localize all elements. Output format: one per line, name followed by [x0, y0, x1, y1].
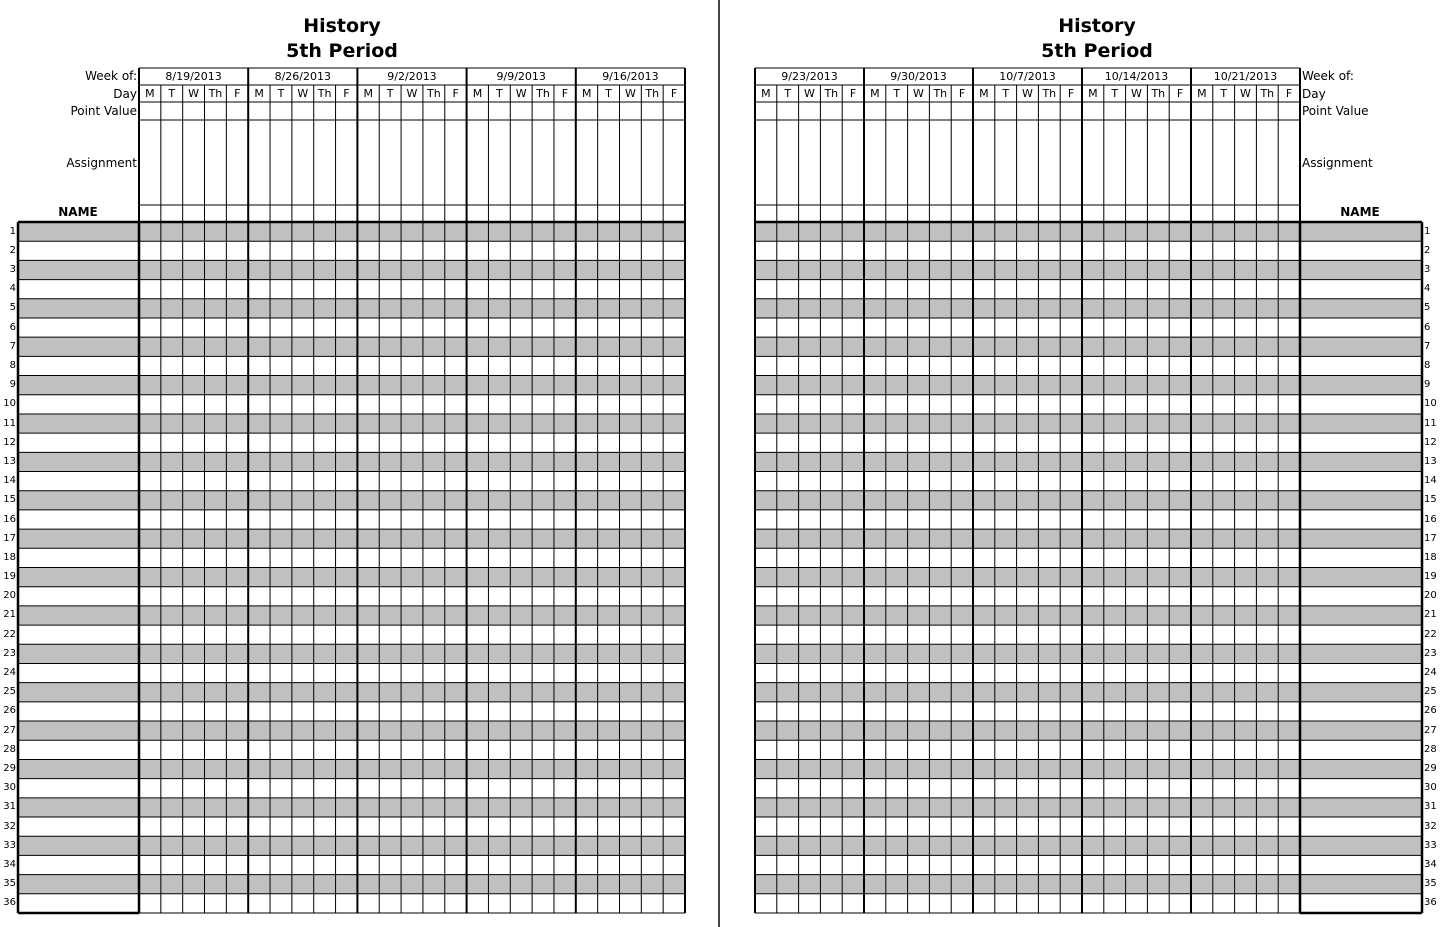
right-row-shade-33: [755, 836, 1422, 855]
left-day-letter: T: [605, 87, 612, 100]
right-row-number: 3: [1424, 263, 1431, 275]
left-row-number: 24: [3, 667, 16, 679]
right-row-shade-7: [755, 337, 1422, 356]
left-row-number: 17: [3, 532, 16, 544]
right-row-number: 1: [1424, 225, 1431, 237]
left-row-number: 19: [3, 571, 16, 583]
left-title-subject: History: [303, 15, 381, 37]
left-row-number: 28: [3, 743, 16, 755]
left-day-letter: M: [472, 87, 483, 100]
left-row-number: 23: [3, 647, 16, 659]
right-row-number: 9: [1424, 379, 1431, 391]
right-title-subject: History: [1058, 15, 1136, 37]
left-title-period: 5th Period: [286, 40, 398, 62]
left-week-date: 8/26/2013: [274, 70, 331, 83]
left-row-number: 26: [3, 705, 16, 717]
left-row-shade-15: [18, 491, 685, 510]
right-row-number: 33: [1424, 839, 1437, 851]
left-day-letter: Th: [426, 87, 441, 100]
right-day-letter: F: [1285, 87, 1293, 100]
left-week-date: 9/2/2013: [387, 70, 437, 83]
left-row-shade-5: [18, 299, 685, 318]
right-day-letter: W: [1131, 87, 1142, 100]
right-row-number: 11: [1424, 417, 1437, 429]
left-day-letter: M: [254, 87, 264, 100]
left-day-letter: W: [297, 87, 309, 100]
right-row-shade-23: [755, 644, 1422, 663]
left-name-header: NAME: [58, 205, 98, 219]
left-row-shade-17: [18, 529, 685, 548]
right-row-number: 7: [1424, 340, 1431, 352]
left-row-number: 5: [9, 302, 16, 314]
left-day-letter: F: [343, 87, 350, 100]
left-day-label: Day: [113, 87, 137, 101]
right-day-letter: Th: [1042, 87, 1057, 100]
left-row-number: 33: [3, 839, 16, 851]
right-row-shade-27: [755, 721, 1422, 740]
left-row-number: 14: [3, 475, 16, 487]
left-row-shade-27: [18, 721, 685, 740]
right-name-header: NAME: [1340, 205, 1380, 219]
left-row-number: 25: [3, 686, 16, 698]
right-week-date: 10/7/2013: [999, 70, 1056, 83]
right-day-letter: F: [958, 87, 966, 100]
left-row-number: 6: [9, 321, 16, 333]
right-row-number: 15: [1424, 494, 1437, 506]
left-day-letter: F: [234, 87, 241, 100]
right-row-number: 14: [1424, 475, 1437, 487]
right-row-number: 6: [1424, 321, 1431, 333]
right-day-letter: W: [913, 87, 924, 100]
right-week-of-label: Week of:: [1302, 69, 1354, 83]
left-row-shade-7: [18, 337, 685, 356]
right-row-shade-25: [755, 683, 1422, 702]
right-day-letter: F: [849, 87, 857, 100]
left-row-number: 3: [9, 263, 16, 275]
right-row-shade-1: [755, 222, 1422, 241]
left-row-number: 20: [3, 590, 16, 602]
left-day-letter: T: [386, 87, 394, 100]
left-row-number: 1: [9, 225, 16, 237]
right-week-date: 10/14/2013: [1104, 70, 1169, 83]
left-day-letter: T: [168, 87, 176, 100]
left-row-shade-31: [18, 798, 685, 817]
right-week-date: 10/21/2013: [1213, 70, 1278, 83]
left-day-letter: W: [188, 87, 200, 100]
left-row-shade-23: [18, 644, 685, 663]
right-day-letter: T: [784, 87, 792, 100]
right-row-number: 19: [1424, 571, 1437, 583]
left-row-number: 35: [3, 878, 16, 890]
left-day-letter: W: [624, 87, 636, 100]
left-row-number: 31: [3, 801, 16, 813]
right-day-letter: Th: [824, 87, 839, 100]
right-row-number: 26: [1424, 705, 1437, 717]
right-row-number: 22: [1424, 628, 1437, 640]
right-row-number: 18: [1424, 551, 1437, 563]
left-row-number: 27: [3, 724, 16, 736]
right-row-number: 30: [1424, 782, 1437, 794]
right-row-shade-29: [755, 759, 1422, 778]
right-day-letter: W: [1240, 87, 1251, 100]
left-row-number: 30: [3, 782, 16, 794]
left-day-letter: M: [145, 87, 155, 100]
right-day-letter: M: [979, 87, 989, 100]
left-row-number: 9: [9, 379, 16, 391]
left-row-number: 2: [9, 244, 16, 256]
right-day-letter: M: [1088, 87, 1098, 100]
left-week-date: 8/19/2013: [165, 70, 222, 83]
left-day-letter: M: [363, 87, 374, 100]
left-row-number: 21: [3, 609, 16, 621]
left-row-number: 16: [3, 513, 16, 525]
left-row-shade-33: [18, 836, 685, 855]
left-row-number: 36: [3, 897, 16, 909]
left-row-number: 18: [3, 551, 16, 563]
right-day-letter: M: [1197, 87, 1207, 100]
right-row-number: 8: [1424, 359, 1431, 371]
right-day-letter: T: [1002, 87, 1010, 100]
right-row-shade-31: [755, 798, 1422, 817]
left-row-number: 32: [3, 820, 16, 832]
right-row-shade-15: [755, 491, 1422, 510]
left-row-shade-11: [18, 414, 685, 433]
right-row-number: 2: [1424, 244, 1431, 256]
right-day-letter: T: [893, 87, 901, 100]
right-row-number: 36: [1424, 897, 1437, 909]
left-row-number: 11: [3, 417, 16, 429]
right-row-shade-19: [755, 568, 1422, 587]
right-day-label: Day: [1302, 87, 1326, 101]
right-day-letter: T: [1111, 87, 1119, 100]
left-row-shade-35: [18, 875, 685, 894]
left-row-shade-21: [18, 606, 685, 625]
left-assignment-label: Assignment: [66, 156, 137, 170]
right-row-number: 4: [1424, 283, 1431, 295]
left-row-number: 22: [3, 628, 16, 640]
right-row-number: 5: [1424, 302, 1431, 314]
right-row-number: 29: [1424, 763, 1437, 775]
right-assignment-label: Assignment: [1302, 156, 1373, 170]
left-row-number: 29: [3, 763, 16, 775]
left-day-letter: W: [515, 87, 527, 100]
right-week-date: 9/30/2013: [890, 70, 947, 83]
right-title-period: 5th Period: [1041, 40, 1153, 62]
right-row-number: 35: [1424, 878, 1437, 890]
left-point-value-label: Point Value: [70, 104, 137, 118]
right-day-letter: W: [804, 87, 815, 100]
left-row-number: 4: [9, 283, 16, 295]
left-row-shade-19: [18, 568, 685, 587]
left-day-letter: Th: [645, 87, 660, 100]
left-week-date: 9/9/2013: [496, 70, 546, 83]
left-day-letter: Th: [536, 87, 550, 100]
left-day-letter: T: [495, 87, 503, 100]
right-day-letter: M: [761, 87, 771, 100]
right-row-number: 27: [1424, 724, 1437, 736]
left-row-shade-29: [18, 759, 685, 778]
left-day-letter: F: [561, 87, 569, 100]
right-row-shade-9: [755, 376, 1422, 395]
left-row-number: 13: [3, 455, 16, 467]
right-row-number: 17: [1424, 532, 1437, 544]
right-row-number: 23: [1424, 647, 1437, 659]
right-row-number: 16: [1424, 513, 1437, 525]
right-row-number: 20: [1424, 590, 1437, 602]
right-week-date: 9/23/2013: [781, 70, 838, 83]
left-week-of-label: Week of:: [85, 69, 137, 83]
left-day-letter: T: [277, 87, 285, 100]
right-day-letter: Th: [933, 87, 948, 100]
left-row-shade-25: [18, 683, 685, 702]
right-row-shade-11: [755, 414, 1422, 433]
right-day-letter: W: [1022, 87, 1033, 100]
left-day-letter: Th: [317, 87, 332, 100]
right-row-number: 28: [1424, 743, 1437, 755]
left-row-shade-13: [18, 452, 685, 471]
right-row-shade-17: [755, 529, 1422, 548]
left-row-shade-9: [18, 376, 685, 395]
right-day-letter: F: [1067, 87, 1075, 100]
right-day-letter: Th: [1151, 87, 1166, 100]
right-row-number: 24: [1424, 667, 1437, 679]
right-point-value-label: Point Value: [1302, 104, 1369, 118]
left-row-number: 7: [9, 340, 16, 352]
right-row-shade-3: [755, 260, 1422, 279]
right-row-number: 34: [1424, 859, 1437, 870]
right-row-shade-13: [755, 452, 1422, 471]
right-row-number: 25: [1424, 686, 1437, 698]
left-row-number: 8: [9, 359, 16, 371]
left-row-number: 15: [3, 494, 16, 506]
right-row-shade-21: [755, 606, 1422, 625]
left-day-letter: F: [452, 87, 459, 100]
left-row-number: 12: [3, 436, 16, 448]
left-row-number: 10: [3, 398, 16, 410]
right-row-shade-5: [755, 299, 1422, 318]
left-day-letter: F: [670, 87, 678, 100]
left-row-number: 34: [3, 859, 16, 870]
left-day-letter: W: [406, 87, 418, 100]
left-week-date: 9/16/2013: [602, 70, 659, 83]
right-row-number: 13: [1424, 455, 1437, 467]
right-day-letter: F: [1176, 87, 1184, 100]
right-row-number: 32: [1424, 820, 1437, 832]
right-row-number: 12: [1424, 436, 1437, 448]
left-row-shade-1: [18, 222, 685, 241]
right-row-number: 10: [1424, 398, 1437, 410]
left-row-shade-3: [18, 260, 685, 279]
right-row-number: 31: [1424, 801, 1437, 813]
right-day-letter: T: [1220, 87, 1228, 100]
left-day-letter: Th: [208, 87, 223, 100]
right-row-number: 21: [1424, 609, 1437, 621]
left-day-letter: M: [581, 87, 592, 100]
right-day-letter: Th: [1260, 87, 1275, 100]
right-day-letter: M: [870, 87, 880, 100]
right-row-shade-35: [755, 875, 1422, 894]
